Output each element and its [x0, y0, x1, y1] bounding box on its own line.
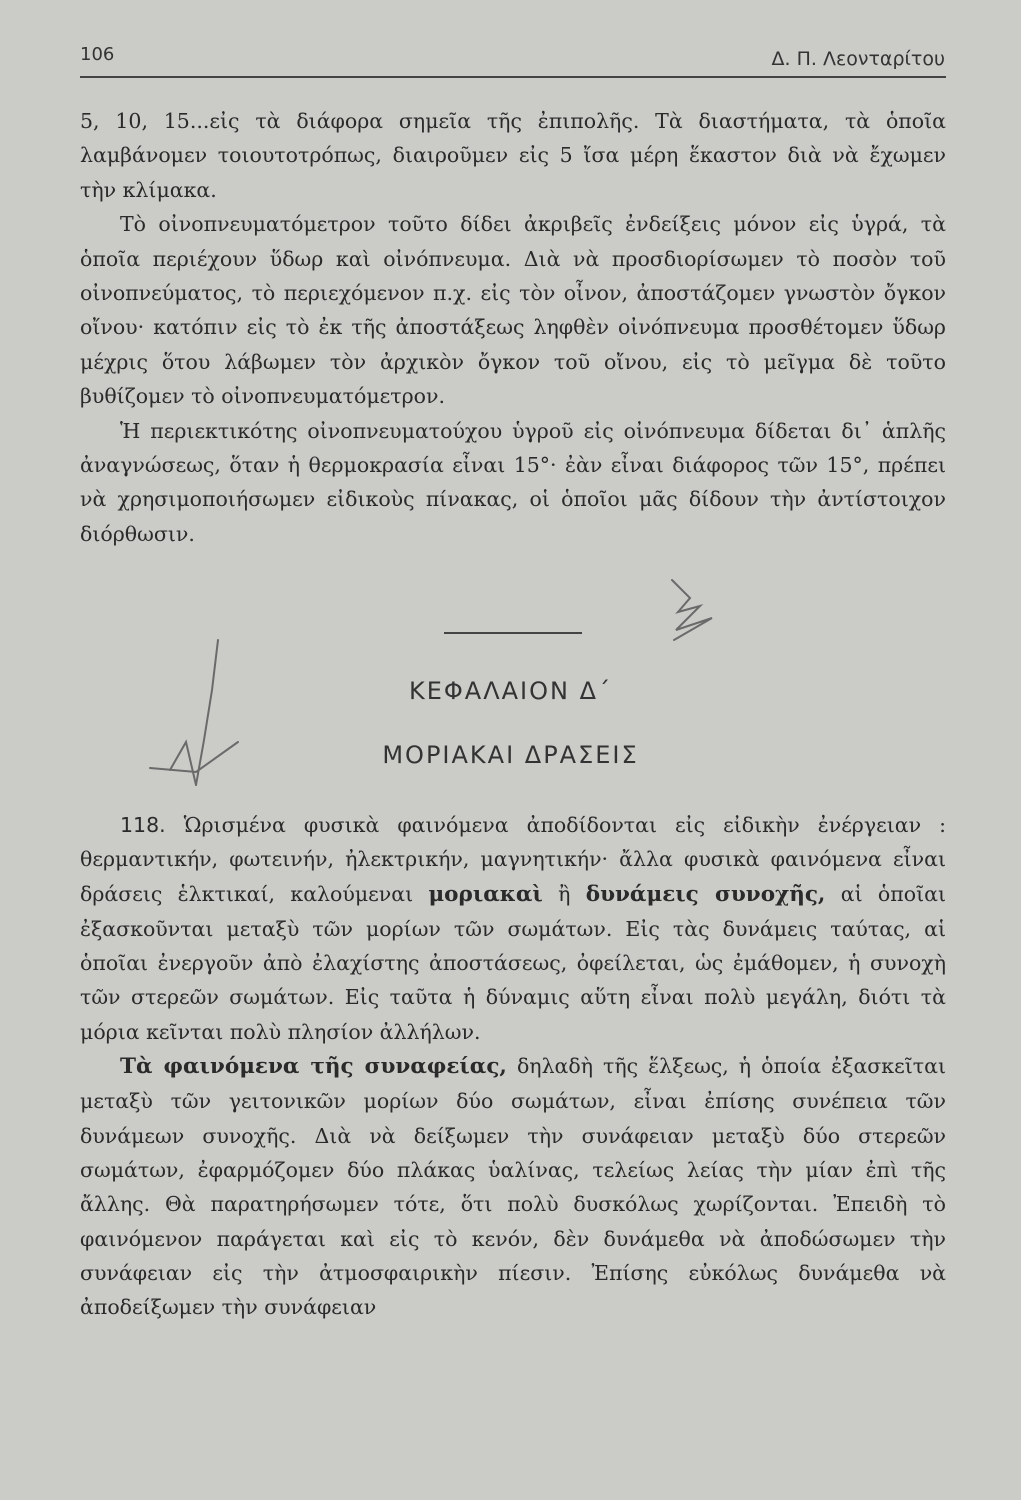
chapter-title: ΜΟΡΙΑΚΑΙ ΔΡΑΣΕΙΣ	[382, 741, 639, 769]
section-number: 118.	[120, 813, 166, 837]
section-text-bottom	[80, 808, 946, 1324]
text-run: Ὡρισμένα φυσικὰ φαινόμενα ἀποδίδονται εἰς εἰδικὴν ἐνέργειαν : θερμαντικήν, φωτεινήν, ἠλεκτρικήν, μαγνητικήν· ἄλλα φυσικὰ φαινόμενα εἶναι δράσεις ἑλκτικαί, καλούμεναι	[80, 813, 946, 906]
bold-term: μοριακαὶ	[428, 881, 543, 907]
section-text-top	[80, 104, 946, 551]
text-run: αἱ ὁποῖαι ἐξασκοῦνται μεταξὺ τῶν μορίων τῶν σωμάτων. Εἰς τὰς δυνάμεις ταύτας, αἱ ὁποῖαι ἐνεργοῦν ἀπὸ ἐλαχίστης ἀποστάσεως, ὀφείλεται, ὡς ἐμάθομεν, ἡ συνοχὴ τῶν στερεῶν σωμάτων. Εἰς ταῦτα ἡ δύναμις αὕτη εἶναι πολὺ μεγάλη, διότι τὰ μόρια κεῖνται πολὺ πλησίον ἀλλήλων.	[80, 881, 946, 1044]
paragraph: 5, 10, 15...εἰς τὰ διάφορα σημεῖα τῆς ἐπιπολῆς. Τὰ διαστήματα, τὰ ὁποῖα λαμβάνομεν τοιουτοτρόπως, διαιροῦμεν εἰς 5 ἴσα μέρη ἕκαστον διὰ νὰ ἔχωμεν τὴν κλίμακα.	[80, 109, 946, 202]
chapter-label: ΚΕΦΑΛΑΙΟΝ Δ΄	[408, 677, 612, 705]
text-run: ἢ	[542, 881, 586, 906]
page-number: 106	[80, 44, 115, 65]
paragraph	[80, 808, 946, 1049]
section-divider	[444, 632, 582, 634]
paragraph	[80, 1049, 946, 1324]
paragraph: Τὸ οἰνοπνευματόμετρον τοῦτο δίδει ἀκριβεῖς ἐνδείξεις μόνον εἰς ὑγρά, τὰ ὁποῖα περιέχουν ὕδωρ καὶ οἰνόπνευμα. Διὰ νὰ προσδιορίσωμεν τὸ ποσὸν τοῦ οἰνοπνεύματος, τὸ περιεχόμενον π.χ. εἰς τὸν οἶνον, ἀποστάζομεν γνωστὸν ὄγκον οἴνου· κατόπιν εἰς τὸ ἐκ τῆς ἀποστάξεως ληφθὲν οἰνόπνευμα προσθέτομεν ὕδωρ μέχρις ὅτου λάβωμεν τὸν ἀρχικὸν ὄγκον τοῦ οἴνου, εἰς τὸ μεῖγμα δὲ τοῦτο βυθίζομεν τὸ οἰνοπνευματόμετρον.	[80, 212, 946, 409]
running-head: Δ. Π. Λεονταρίτου	[771, 48, 945, 70]
text-run: δηλαδὴ τῆς ἕλξεως, ἡ ὁποία ἐξασκεῖται μεταξὺ τῶν γειτονικῶν μορίων δύο σωμάτων, εἶναι ἐπίσης συνέπεια τῶν δυνάμεων συνοχῆς. Διὰ νὰ δείξωμεν τὴν συνάφειαν μεταξὺ δύο στερεῶν σωμάτων, ἐφαρμόζομεν δύο πλάκας ὑαλίνας, τελείως λείας τὴν μίαν ἐπὶ τῆς ἄλλης. Θὰ παρατηρήσωμεν τότε, ὅτι πολὺ δυσκόλως χωρίζονται. Ἐπειδὴ τὸ φαινόμενον παράγεται καὶ εἰς τὸ κενόν, δὲν δυνάμεθα νὰ ἀποδώσωμεν τὴν συνάφειαν εἰς τὴν ἀτμοσφαιρικὴν πίεσιν. Ἐπίσης εὐκόλως δυνάμεθα νὰ ἀποδείξωμεν τὴν συνάφειαν	[80, 1054, 946, 1320]
header-rule	[80, 76, 946, 78]
paragraph: Ἡ περιεκτικότης οἰνοπνευματούχου ὑγροῦ εἰς οἰνόπνευμα δίδεται δι᾽ ἁπλῆς ἀναγνώσεως, ὅταν ἡ θερμοκρασία εἶναι 15°· ἐὰν εἶναι διάφορος τῶν 15°, πρέπει νὰ χρησιμοποιήσωμεν εἰδικοὺς πίνακας, οἱ ὁποῖοι μᾶς δίδουν τὴν ἀντίστοιχον διόρθωσιν.	[80, 418, 946, 546]
bold-term: Τὰ φαινόμενα τῆς συναφείας,	[120, 1054, 507, 1080]
bold-term: δυνάμεις συνοχῆς,	[585, 881, 826, 907]
pencil-check-mark	[672, 580, 712, 640]
